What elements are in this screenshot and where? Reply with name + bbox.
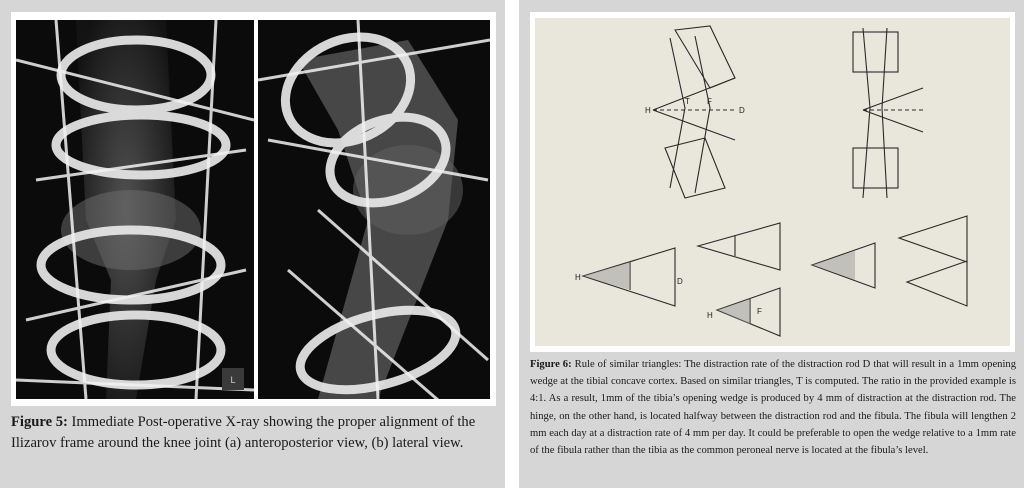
figure-5-caption <box>11 412 499 454</box>
sketch-label-h: H <box>645 106 651 115</box>
xray-side-marker: L <box>230 375 236 385</box>
figure-6-caption <box>530 356 1016 459</box>
sketch-label-d: D <box>739 106 745 115</box>
figure-6-caption-text: Rule of similar triangles: The distraction rate of the distraction rod D that will result in a 1mm opening wedge at the tibial concave cortex. Based on similar triangles, T is computed. The ratio in the provided example is 4:1. As a result, 1mm of the tibia’s opening wedge is produced by 4 mm of distraction at the distraction rod. The hinge, on the other hand, is located halfway between the distraction rod and the fibula. The fibula will lengthen 2 mm each day at a distraction rate of 4 mm per day. It could be preferable to open the wedge relative to a 1mm rate of the fibula rather than the tibia as the common peroneal nerve is located at the fibula’s level. <box>530 359 1017 457</box>
sketch-label-d-2: D <box>677 277 683 286</box>
sketch-label-h-2: H <box>575 273 581 282</box>
figure-5-panel <box>0 0 505 488</box>
figure-6-panel <box>519 0 1024 488</box>
similar-triangles-sketch <box>535 18 1010 346</box>
figure-5-caption-text: Immediate Post-operative X-ray showing the proper alignment of the Ilizarov frame around the knee joint (a) anteroposterior view, (b) lateral view. <box>11 414 476 451</box>
figure-5-label: Figure 5: <box>11 414 68 430</box>
figure-6-label: Figure 6: <box>530 359 572 370</box>
figure-5-image-frame <box>11 12 496 406</box>
xray-anteroposterior-image <box>16 20 254 399</box>
sketch-label-f-2: F <box>757 307 762 316</box>
xray-lateral-image <box>258 20 490 399</box>
sketch-label-h-3: H <box>707 311 713 320</box>
sketch-label-t: T <box>685 97 690 106</box>
figure-6-image-frame <box>530 12 1015 352</box>
sketch-label-f: F <box>707 97 712 106</box>
